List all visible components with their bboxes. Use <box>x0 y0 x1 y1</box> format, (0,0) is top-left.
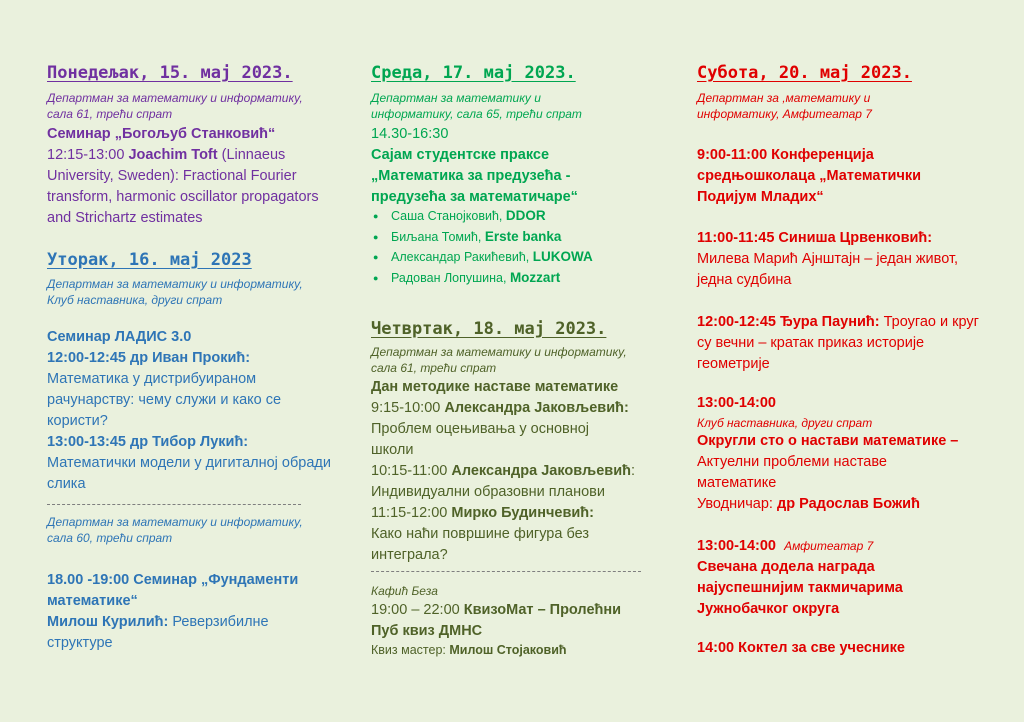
monday-heading: Понедељак, 15. мај 2023. <box>47 63 293 83</box>
monday-talk-time: 12:15-13:00 <box>47 147 125 163</box>
thursday-talk-1-title: Проблем оцењивања у основној школи <box>371 421 590 458</box>
participant-name: Биљана Томић, <box>391 229 485 244</box>
moderator-name: др Радослав Божић <box>777 496 920 512</box>
monday-seminar: Семинар „Богољуб Станковић“ <box>47 126 276 142</box>
thursday-quiz-time: 19:00 – 22:00 <box>371 602 464 618</box>
saturday-item-3 <box>697 312 982 375</box>
thursday-talk-2 <box>371 461 656 503</box>
thursday-quiz-title: КвизоМат – Пролећни Пуб квиз ДМНС <box>371 602 622 639</box>
saturday-item-5-head <box>697 536 873 557</box>
tuesday-talk-3-title: Реверзибилне структуре <box>47 614 269 651</box>
saturday-item-2-title: Милева Марић Ајнштајн – један живот, једна судбина <box>697 251 958 288</box>
monday-location: Департман за математику и информатику, сала 61, трећи спрат <box>47 91 303 121</box>
participant-company: DDOR <box>505 208 546 223</box>
participant-item <box>391 268 593 289</box>
moderator-label: Уводничар: <box>697 496 777 512</box>
tuesday-talk-1-title: Математика у дистрибуираном рачунарству: чему служи и како се користи? <box>47 371 282 429</box>
thursday-talk-3-head <box>371 503 594 524</box>
participant-name: Саша Станојковић, <box>391 209 506 223</box>
thursday-venue-2: Кафић Беза <box>371 584 438 598</box>
saturday-item-4-moderator <box>697 494 920 515</box>
saturday-location: Департман за ,математику и информатику, Амфитеатар 7 <box>697 91 872 121</box>
monday-talk <box>47 145 332 229</box>
saturday-item-5-title: Свечана додела награда најуспешнијим такмичарима Јужнобачког округа <box>697 559 903 617</box>
wednesday-participants <box>371 206 593 288</box>
saturday-item-6: 14:00 Коктел за све учеснике <box>697 640 905 656</box>
tuesday-heading: Уторак, 16. мај 2023 <box>47 250 252 270</box>
participant-name: Александар Ракићевић, <box>391 250 533 264</box>
quiz-master-label: Квиз мастер: <box>371 643 450 657</box>
saturday-item-4-location: Клуб наставника, други спрат <box>697 416 873 430</box>
tuesday-location-1: Департман за математику и информатику, Клуб наставника, други спрат <box>47 277 303 307</box>
saturday-item-5-time: 13:00-14:00 <box>697 538 776 554</box>
thursday-heading: Четвртак, 18. мај 2023. <box>371 319 607 339</box>
saturday-item-1: 9:00-11:00 Конференција средњошколаца „Математички Подијум Младих“ <box>697 147 922 205</box>
thursday-location: Департман за математику и информатику, сала 61, трећи спрат <box>371 345 627 375</box>
thursday-quiz-master <box>371 642 567 658</box>
tuesday-seminar-1: Семинар ЛАДИС 3.0 <box>47 329 192 345</box>
participant-name: Радован Лопушина, <box>391 270 510 285</box>
saturday-item-4-time: 13:00-14:00 <box>697 395 776 411</box>
quiz-master-name: Милош Стојаковић <box>449 643 567 657</box>
participant-item <box>391 247 593 268</box>
monday-talk-title: (Linnaeus University, Sweden): Fractional Fourier transform, harmonic oscillator propagators and Strichartz estimates <box>47 147 319 226</box>
wednesday-location: Департман за математику и информатику, сала 65, трећи спрат <box>371 91 582 121</box>
participant-item <box>391 227 593 248</box>
thursday-talk-3-speaker: Мирко Будинчевић: <box>451 505 594 521</box>
tuesday-location-2: Департман за математику и информатику, сала 60, трећи спрат <box>47 515 303 545</box>
tuesday-seminar-2: 18.00 -19:00 Семинар „Фундаменти математике“ <box>47 572 299 609</box>
saturday-item-4-desc: Актуелни проблеми наставе математике <box>697 454 887 491</box>
tuesday-talk-3 <box>47 612 327 654</box>
participant-company: Erste banka <box>484 228 562 244</box>
tuesday-talk-3-speaker: Милош Курилић: <box>47 614 169 630</box>
saturday-item-3-title: Троугао и круг су вечни – кратак приказ историје геометрије <box>697 314 979 372</box>
thursday-talk-1-head <box>371 398 629 419</box>
tuesday-talk-2-title: Математички модели у дигиталној обради слика <box>47 455 331 492</box>
thursday-talk-1-speaker: Александра Јаковљевић: <box>444 400 629 416</box>
thursday-talk-1-time: 9:15-10:00 <box>371 400 445 416</box>
saturday-item-5-location: Амфитеатар 7 <box>784 539 874 553</box>
participant-company: Mozzart <box>509 269 561 285</box>
tuesday-divider <box>47 504 301 505</box>
tuesday-talk-2-head: 13:00-13:45 др Тибор Лукић: <box>47 434 249 450</box>
participant-item <box>391 206 593 227</box>
thursday-divider <box>371 571 641 572</box>
saturday-heading: Субота, 20. мај 2023. <box>697 63 912 83</box>
saturday-item-3-head: 12:00-12:45 Ђура Паунић: <box>697 314 880 330</box>
thursday-event: Дан методике наставе математике <box>371 379 619 395</box>
thursday-talk-2-speaker: Александра Јаковљевић <box>451 463 631 479</box>
tuesday-talk-1-head: 12:00-12:45 др Иван Прокић: <box>47 350 251 366</box>
saturday-item-4-title: Округли сто о настави математике – <box>697 433 959 449</box>
wednesday-time: 14.30-16:30 <box>371 126 449 142</box>
monday-talk-speaker: Joachim Toft <box>128 147 218 163</box>
wednesday-heading: Среда, 17. мај 2023. <box>371 63 576 83</box>
wednesday-event: Сајам студентске праксе „Математика за предузећа - предузећа за математичаре“ <box>371 147 578 205</box>
thursday-quiz <box>371 600 646 642</box>
saturday-item-2-head: 11:00-11:45 Синиша Црвенковић: <box>697 230 933 246</box>
participant-company: LUKOWA <box>532 249 593 264</box>
thursday-talk-3-time: 11:15-12:00 <box>371 505 452 521</box>
thursday-talk-2-time: 10:15-11:00 <box>371 463 452 479</box>
thursday-talk-3-title: Како наћи површине фигура без интеграла? <box>371 526 589 563</box>
thursday-talk-2-title: : Индивидуални образовни планови <box>371 463 635 500</box>
